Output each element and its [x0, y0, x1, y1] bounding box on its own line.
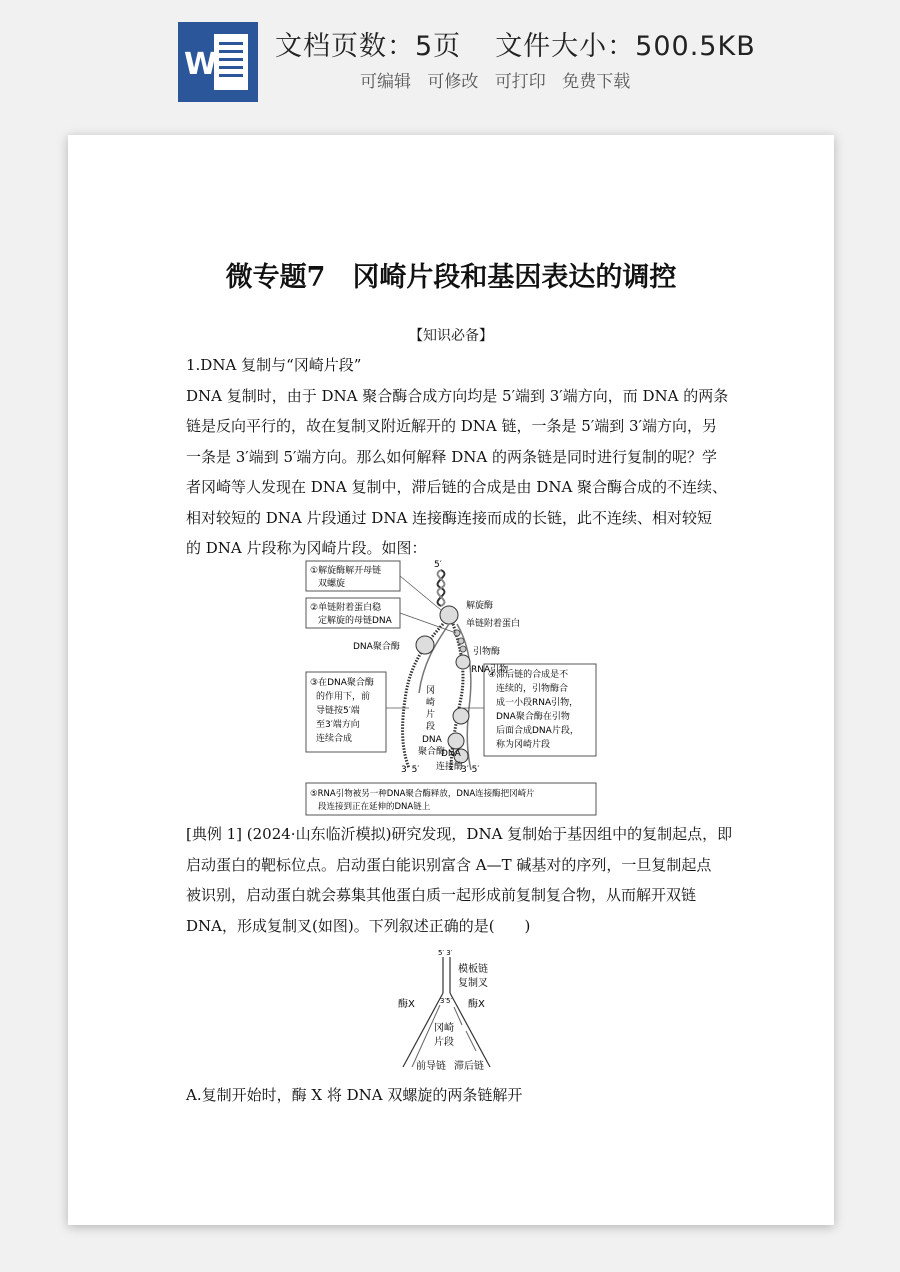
ssb-bead: [458, 638, 464, 644]
box4-line: 后面合成DNA片段，: [496, 726, 579, 736]
label-dna-polymerase-bottom: DNA: [422, 735, 442, 745]
label-primase: 引物酶: [473, 647, 501, 657]
label-okazaki: 冈崎: [434, 1023, 454, 1034]
box5-line: ⑤RNA引物被另一种DNA聚合酶释放，DNA连接酶把冈崎片: [310, 789, 535, 799]
label-dna-ligase: DNA: [441, 749, 461, 759]
file-size: 文件大小：500.5KB: [495, 31, 756, 62]
box1-line: ①解旋酶解开母链: [310, 566, 382, 576]
box1-line: 双螺旋: [318, 579, 346, 589]
feature-modifiable: 可修改: [427, 72, 479, 92]
dna-polymerase-shape: [453, 708, 469, 724]
box4-line: 连续的，引物酶合: [496, 684, 569, 694]
leading-strand: [412, 1005, 440, 1067]
feature-printable: 可打印: [494, 72, 546, 92]
feature-editable: 可编辑: [360, 72, 411, 92]
label-okazaki: 段: [426, 722, 436, 732]
label-enzyme-x-right: 酶X: [468, 999, 485, 1010]
word-document-icon: [178, 22, 258, 102]
para-line: 一条是 3′端到 5′端方向。那么如何解释 DNA 的两条链是同时进行复制的呢？学: [186, 447, 717, 466]
dna-polymerase-shape: [416, 636, 434, 654]
para-line: 相对较短的 DNA 片段通过 DNA 连接酶连接而成的长链，此不连续、相对较短: [186, 508, 713, 527]
para-line: 链是反向平行的，故在复制叉附近解开的 DNA 链，一条是 5′端到 3′端方向，另: [186, 417, 717, 435]
box3-line: 导链按5′端: [316, 706, 360, 716]
label-top-ends: 5′ 3′: [438, 949, 453, 957]
feature-list: [360, 67, 641, 92]
box4-line: 成一小段RNA引物，: [496, 698, 579, 708]
page-title: 微专题7 冈崎片段和基因表达的调控: [225, 262, 677, 293]
label-fork: 复制叉: [458, 978, 488, 989]
label-ends-left: 3′ 5′: [401, 765, 420, 775]
ssb-bead: [460, 646, 466, 652]
example-line: [典例 1] (2024·山东临沂模拟)研究发现，DNA 复制始于基因组中的复制起点，即: [186, 825, 733, 843]
para-line: 者冈崎等人发现在 DNA 复制中，滞后链的合成是由 DNA 聚合酶合成的不连续、: [186, 478, 728, 496]
box4-line: DNA聚合酶在引物: [496, 712, 570, 722]
box4-line: 称为冈崎片段: [496, 740, 551, 750]
label-ends-right: 3′ 5′: [461, 765, 480, 775]
okazaki-figure: [301, 558, 601, 818]
label-leading-strand: 前导链: [416, 1061, 446, 1072]
example-line: 启动蛋白的靶标位点。启动蛋白能识别富含 A—T 碱基对的序列，一旦复制起点: [186, 855, 712, 874]
okazaki-fragment: [454, 1007, 462, 1025]
example-line: DNA，形成复制叉(如图)。下列叙述正确的是( ): [186, 916, 531, 935]
label-lagging-strand: 滞后链: [454, 1061, 484, 1072]
okazaki-fragment: [466, 1031, 476, 1051]
box2-line: ②单链附着蛋白稳: [310, 603, 382, 613]
pointer-line: [400, 576, 441, 610]
label-enzyme-x-left: 酶X: [398, 999, 415, 1010]
page-count: 文档页数：5页: [275, 31, 462, 62]
option-text: [186, 1080, 716, 1111]
box3-line: 连续合成: [316, 734, 353, 744]
example-line: 被识别，启动蛋白就会募集其他蛋白质一起形成前复制复合物，从而解开双链: [186, 886, 697, 904]
replication-fork-figure: [398, 945, 508, 1073]
box4-line: ④滞后链的合成是不: [488, 670, 569, 680]
label-5prime-top: 5′: [434, 560, 442, 570]
label-rna-primer: RNA引物: [471, 665, 509, 675]
helicase-shape: [440, 606, 458, 624]
example-text: [186, 819, 733, 941]
label-okazaki: 片: [426, 710, 436, 720]
label-dna-polymerase-bottom: 聚合酶: [418, 747, 446, 757]
primase-shape: [456, 655, 470, 669]
dna-polymerase-shape: [448, 733, 464, 749]
box5-line: 段连接到正在延伸的DNA链上: [318, 802, 431, 812]
document-page: [68, 135, 834, 1225]
file-info: [275, 24, 790, 63]
heading-dna-replication: 1.DNA 复制与“冈崎片段”: [186, 356, 362, 374]
para-line: DNA 复制时，由于 DNA 聚合酶合成方向均是 5′端到 3′端方向，而 DNA 的两条: [186, 386, 729, 405]
section-label: 【知识必备】: [409, 328, 493, 344]
box3-line: 至3′端方向: [316, 720, 360, 730]
box3-line: 的作用下，前: [316, 692, 371, 702]
feature-free-download: 免费下载: [562, 72, 631, 92]
box2-line: 定解旋的母链DNA: [318, 616, 392, 626]
label-okazaki: 冈: [426, 686, 436, 696]
download-banner: [0, 0, 900, 125]
template-strand: [419, 624, 449, 693]
label-template-strand: 模板链: [458, 964, 488, 975]
option-a: A.复制开始时，酶 X 将 DNA 双螺旋的两条链解开: [186, 1086, 523, 1104]
label-ssb: 单链附着蛋白: [466, 619, 521, 629]
ssb-bead: [454, 630, 460, 636]
label-dna-ligase: 连接酶: [436, 762, 464, 772]
label-dna-polymerase: DNA聚合酶: [353, 642, 400, 652]
svg-text:W: W: [184, 47, 218, 82]
label-okazaki: 片段: [434, 1037, 454, 1048]
label-helicase: 解旋酶: [466, 601, 494, 611]
body-text: [186, 350, 729, 564]
box3-line: ③在DNA聚合酶: [310, 678, 374, 688]
label-mid-ends: 3′5′: [440, 997, 453, 1005]
para-line: 的 DNA 片段称为冈崎片段。如图：: [186, 539, 427, 557]
label-okazaki: 崎: [426, 698, 436, 708]
